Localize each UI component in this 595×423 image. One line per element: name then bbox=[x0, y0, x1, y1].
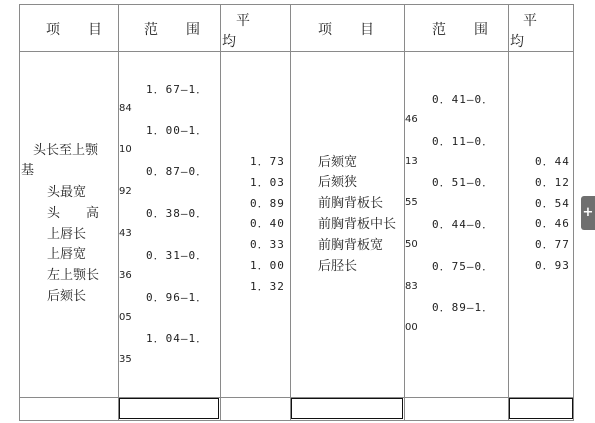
average-value: 0．46 bbox=[535, 217, 570, 230]
item-label: 头 高 bbox=[47, 206, 100, 221]
range-value: 0．89—1． bbox=[432, 301, 495, 314]
item-label: 后胫长 bbox=[318, 259, 358, 274]
item-label: 后颏宽 bbox=[318, 155, 358, 170]
average-value: 0．77 bbox=[535, 238, 570, 251]
average-value: 0．40 bbox=[250, 217, 285, 230]
header-average-top: 平 bbox=[236, 13, 250, 29]
empty-cell-avg2 bbox=[509, 398, 573, 419]
table-bottom-border bbox=[19, 420, 573, 421]
item-label: 前胸背板宽 bbox=[318, 238, 384, 253]
range-value: 0．96—1． bbox=[146, 291, 209, 304]
header-item-2: 项 目 bbox=[318, 22, 374, 38]
header-bottom-border bbox=[19, 51, 573, 52]
average-value: 0．33 bbox=[250, 238, 285, 251]
range-value: 1．67—1． bbox=[146, 83, 209, 96]
average-value: 0．89 bbox=[250, 197, 285, 210]
average-value: 0．12 bbox=[535, 176, 570, 189]
average-value: 1．73 bbox=[250, 155, 285, 168]
item-label: 前胸背板长 bbox=[318, 196, 384, 211]
item-label: 前胸背板中长 bbox=[318, 217, 397, 232]
header-item: 项 目 bbox=[46, 22, 102, 38]
item-label: 头最宽 bbox=[47, 185, 87, 200]
empty-cell-range bbox=[119, 398, 219, 419]
range-value-tail: 36 bbox=[119, 270, 132, 281]
average-value: 1．03 bbox=[250, 176, 285, 189]
range-value-tail: 05 bbox=[119, 312, 132, 323]
item-label: 后颏长 bbox=[47, 289, 87, 304]
range-value: 0．31—0． bbox=[146, 249, 209, 262]
average-value: 0．44 bbox=[535, 155, 570, 168]
col-border-4 bbox=[404, 4, 405, 421]
item-label: 后颏狭 bbox=[318, 175, 358, 190]
range-value-tail: 35 bbox=[119, 354, 132, 365]
header-average-bottom: 均 bbox=[222, 34, 236, 50]
average-value: 0．54 bbox=[535, 197, 570, 210]
table-top-border bbox=[19, 4, 573, 5]
average-value: 0．93 bbox=[535, 259, 570, 272]
range-value: 0．75—0． bbox=[432, 260, 495, 273]
range-value-tail: 13 bbox=[405, 156, 418, 167]
item-label: 头长至上颚 bbox=[33, 143, 99, 158]
item-label: 上唇长 bbox=[47, 227, 87, 242]
average-value: 1．00 bbox=[250, 259, 285, 272]
range-value: 0．11—0． bbox=[432, 135, 495, 148]
item-label: 基 bbox=[21, 163, 35, 178]
header-average-2-top: 平 bbox=[523, 13, 537, 29]
header-average-2-bottom: 均 bbox=[510, 34, 524, 50]
range-value-tail: 43 bbox=[119, 228, 132, 239]
range-value: 0．51—0． bbox=[432, 176, 495, 189]
empty-cell-item2 bbox=[291, 398, 403, 419]
range-value: 0．87—0． bbox=[146, 165, 209, 178]
range-value-tail: 50 bbox=[405, 239, 418, 250]
range-value-tail: 10 bbox=[119, 144, 132, 155]
item-label: 左上颚长 bbox=[47, 268, 100, 283]
col-border-3 bbox=[290, 4, 291, 421]
range-value: 0．38—0． bbox=[146, 207, 209, 220]
average-value: 1．32 bbox=[250, 280, 285, 293]
range-value: 0．41—0． bbox=[432, 93, 495, 106]
range-value: 0．44—0． bbox=[432, 218, 495, 231]
range-value-tail: 55 bbox=[405, 197, 418, 208]
col-border-6 bbox=[573, 4, 574, 421]
plus-icon: + bbox=[582, 205, 594, 220]
range-value-tail: 00 bbox=[405, 322, 418, 333]
item-label: 上唇宽 bbox=[47, 247, 87, 262]
expand-side-tab[interactable] bbox=[581, 196, 595, 230]
col-border-0 bbox=[19, 4, 20, 421]
col-border-5 bbox=[508, 4, 509, 421]
range-value-tail: 46 bbox=[405, 114, 418, 125]
header-range-2: 范 围 bbox=[432, 22, 488, 38]
range-value-tail: 84 bbox=[119, 103, 132, 114]
range-value: 1．04—1． bbox=[146, 332, 209, 345]
range-value-tail: 83 bbox=[405, 281, 418, 292]
col-border-2 bbox=[220, 4, 221, 421]
range-value-tail: 92 bbox=[119, 186, 132, 197]
range-value: 1．00—1． bbox=[146, 124, 209, 137]
header-range: 范 围 bbox=[144, 22, 200, 38]
